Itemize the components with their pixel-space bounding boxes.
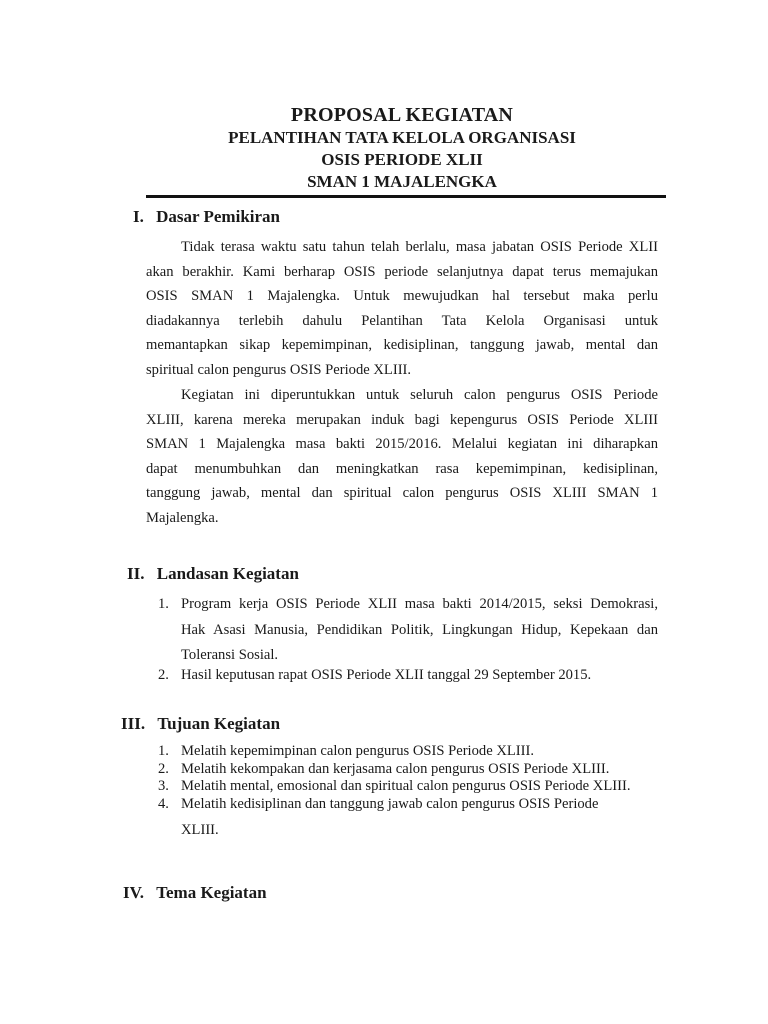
section-heading-landasan-kegiatan: [127, 564, 299, 584]
list-item: [150, 743, 670, 761]
paragraph-line: dapat menumbuhkan dan meningkatkan rasa kepemimpinan, kedisiplinan,: [146, 460, 658, 477]
list-item-line: Hak Asasi Manusia, Pendidikan Politik, Lingkungan Hidup, Kepekaan dan: [181, 621, 658, 638]
section-number: IV.: [123, 883, 144, 902]
section-title: Dasar Pemikiran: [156, 207, 280, 226]
section-heading-tujuan-kegiatan: [121, 714, 280, 734]
paragraph-line: akan berakhir. Kami berharap OSIS periode selanjutnya dapat terus memajukan: [146, 263, 658, 280]
title-divider: [146, 195, 666, 198]
document-subtitle-school: SMAN 1 MAJALENGKA: [307, 172, 497, 191]
list-item-line: Hasil keputusan rapat OSIS Periode XLII tanggal 29 September 2015.: [181, 666, 592, 683]
list-item: [150, 796, 670, 840]
section-title: Landasan Kegiatan: [156, 564, 299, 583]
paragraph-line: tanggung jawab, mental dan spiritual calon pengurus OSIS XLIII SMAN 1: [146, 485, 658, 501]
document-subtitle-activity: PELANTIHAN TATA KELOLA ORGANISASI: [228, 128, 576, 147]
paragraph-line: memantapkan sikap kepemimpinan, kedisiplinan, tanggung jawab, mental dan: [146, 337, 658, 353]
paragraph-dasar-pemikiran-1: [146, 235, 658, 382]
section-number: I.: [133, 207, 144, 226]
title-block: [0, 103, 768, 193]
list-item-number: 1.: [158, 743, 169, 759]
list-item-number: 2.: [158, 760, 169, 777]
document-subtitle-period: OSIS PERIODE XLII: [321, 150, 483, 169]
paragraph-line: Kegiatan ini diperuntukkan untuk seluruh calon pengurus OSIS Periode: [181, 387, 658, 403]
list-item-text: Melatih kedisiplinan dan tanggung jawab calon pengurus OSIS Periode: [181, 795, 599, 812]
section-number: III.: [121, 714, 146, 733]
paragraph-line: Majalengka.: [146, 509, 219, 526]
section-number: II.: [127, 564, 145, 583]
list-item-text: Melatih kekompakan dan kerjasama calon pengurus OSIS Periode XLIII.: [181, 760, 610, 777]
document-title: PROPOSAL KEGIATAN: [290, 104, 514, 126]
list-item-text: Melatih mental, emosional dan spiritual calon pengurus OSIS Periode XLIII.: [181, 778, 631, 794]
paragraph-line: diadakannya terlebih dahulu Pelantihan Tata Kelola Organisasi untuk: [146, 312, 658, 329]
list-item: [150, 663, 658, 689]
section-heading-dasar-pemikiran: [133, 207, 280, 227]
list-item-continuation: XLIII.: [181, 822, 219, 838]
list-item: [150, 778, 670, 796]
list-item-number: 2.: [158, 666, 169, 683]
list-item-text: Melatih kepemimpinan calon pengurus OSIS Periode XLIII.: [181, 743, 535, 759]
section-heading-tema-kegiatan: [123, 883, 267, 903]
list-item-line: Program kerja OSIS Periode XLII masa bakti 2014/2015, seksi Demokrasi,: [181, 596, 658, 612]
list-item-line: Toleransi Sosial.: [181, 647, 279, 663]
section-title: Tema Kegiatan: [156, 883, 267, 902]
paragraph-line: SMAN 1 Majalengka masa bakti 2015/2016. Melalui kegiatan ini diharapkan: [146, 436, 658, 452]
paragraph-line: spiritual calon pengurus OSIS Periode XLIII.: [146, 361, 412, 378]
paragraph-line: OSIS SMAN 1 Majalengka. Untuk mewujudkan hal tersebut maka perlu: [146, 288, 658, 304]
list-tujuan-kegiatan: [150, 743, 670, 840]
paragraph-line: XLIII, karena mereka merupakan induk bagi kepengurus OSIS Periode XLIII: [146, 411, 658, 428]
list-item-number: 1.: [158, 596, 169, 612]
paragraph-line: Tidak terasa waktu satu tahun telah berlalu, masa jabatan OSIS Periode XLII: [181, 239, 658, 255]
section-title: Tujuan Kegiatan: [157, 714, 281, 733]
paragraph-dasar-pemikiran-2: [146, 383, 658, 530]
list-item: [150, 761, 670, 779]
list-item-number: 4.: [158, 795, 169, 812]
list-item-number: 3.: [158, 778, 169, 794]
list-item: [150, 592, 658, 669]
list-landasan-kegiatan: [150, 592, 658, 688]
